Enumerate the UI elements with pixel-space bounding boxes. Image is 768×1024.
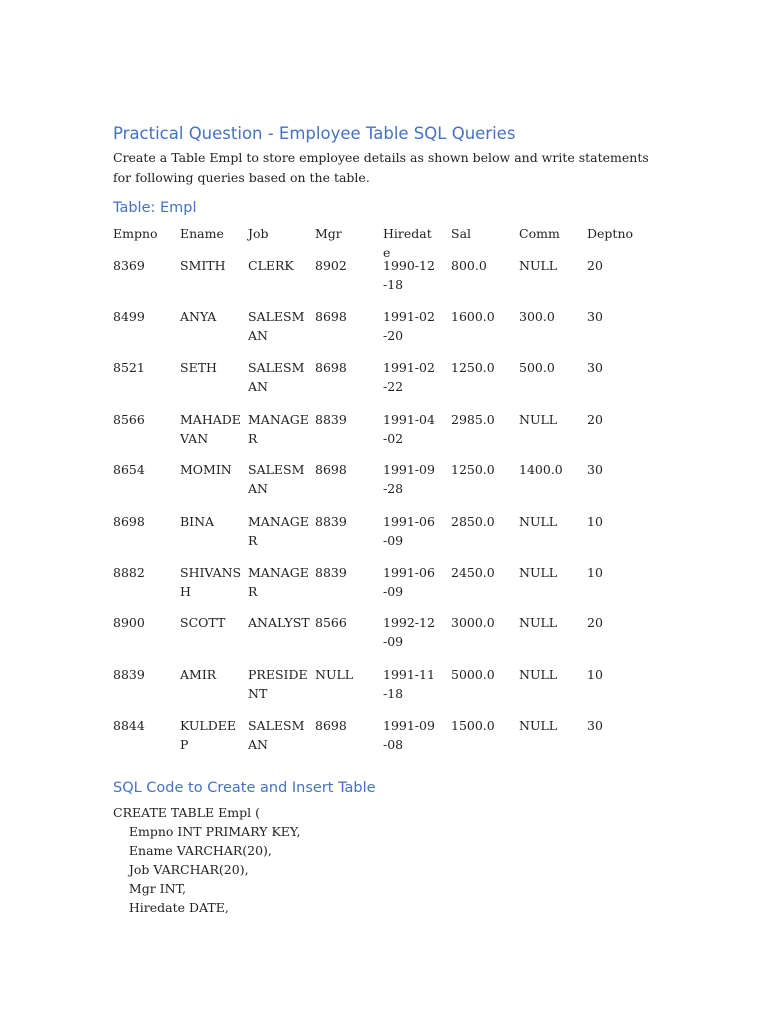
table-cell: 1992-12-09	[383, 615, 435, 649]
table-cell: 8698	[113, 514, 145, 529]
table-cell: 1991-11-18	[383, 667, 435, 701]
table-cell: MANAGER	[248, 514, 309, 548]
document-title: Practical Question - Employee Table SQL Queries	[113, 124, 516, 143]
table-cell: SALESMAN	[248, 462, 305, 496]
table-cell: 1250.0	[451, 462, 495, 477]
table-cell: 300.0	[519, 309, 555, 324]
table-cell: 1991-06-09	[383, 565, 435, 599]
table-cell: AMIR	[180, 667, 217, 682]
table-cell: CLERK	[248, 258, 294, 273]
table-cell: ANYA	[180, 309, 217, 324]
table-cell: 1991-04-02	[383, 412, 435, 446]
table-cell: MANAGER	[248, 412, 309, 446]
table-cell: MANAGER	[248, 565, 309, 599]
table-cell: 30	[587, 309, 603, 324]
table-cell: ANALYST	[248, 615, 310, 630]
table-cell: 8882	[113, 565, 145, 580]
intro-paragraph: Create a Table Empl to store employee details as shown below and write statements for following queries based on the table.	[113, 150, 649, 185]
table-cell: 8566	[315, 615, 347, 630]
table-cell: 2850.0	[451, 514, 495, 529]
table-cell: SMITH	[180, 258, 226, 273]
table-cell: SALESMAN	[248, 309, 305, 343]
table-heading: Table: Empl	[113, 200, 197, 216]
table-cell: 1991-09-08	[383, 718, 435, 752]
table-cell: MOMIN	[180, 462, 232, 477]
table-cell: 1250.0	[451, 360, 495, 375]
code-line: Mgr INT,	[113, 881, 186, 896]
table-cell: MAHADEVAN	[180, 412, 241, 446]
table-cell: 5000.0	[451, 667, 495, 682]
table-cell: NULL	[519, 667, 558, 682]
column-header: Comm	[519, 226, 560, 241]
table-cell: BINA	[180, 514, 215, 529]
column-header: Mgr	[315, 226, 342, 241]
table-cell: SALESMAN	[248, 360, 305, 394]
code-line: Ename VARCHAR(20),	[113, 843, 272, 858]
table-cell: 8839	[315, 565, 347, 580]
table-cell: 10	[587, 514, 603, 529]
sql-code-block	[113, 803, 301, 917]
table-cell: NULL	[519, 514, 558, 529]
table-cell: 20	[587, 258, 603, 273]
table-cell: 20	[587, 615, 603, 630]
table-cell: 1991-02-22	[383, 360, 435, 394]
column-header: Hiredate	[383, 226, 432, 260]
table-cell: 2450.0	[451, 565, 495, 580]
table-cell: 8698	[315, 309, 347, 324]
table-cell: NULL	[519, 565, 558, 580]
table-cell: 8654	[113, 462, 145, 477]
column-header: Job	[248, 226, 269, 241]
table-cell: 8900	[113, 615, 145, 630]
table-cell: 1500.0	[451, 718, 495, 733]
table-cell: 30	[587, 462, 603, 477]
code-line: CREATE TABLE Empl (	[113, 805, 260, 820]
table-cell: 8566	[113, 412, 145, 427]
table-cell: 20	[587, 412, 603, 427]
column-header: Deptno	[587, 226, 634, 241]
column-header: Empno	[113, 226, 158, 241]
column-header: Sal	[451, 226, 472, 241]
table-cell: KULDEEP	[180, 718, 236, 752]
column-header: Ename	[180, 226, 224, 241]
table-cell: NULL	[519, 615, 558, 630]
code-line: Job VARCHAR(20),	[113, 862, 249, 877]
table-cell: 1991-06-09	[383, 514, 435, 548]
table-cell: 8369	[113, 258, 145, 273]
table-cell: 8839	[315, 514, 347, 529]
code-line: Hiredate DATE,	[113, 900, 229, 915]
table-cell: 8698	[315, 718, 347, 733]
sql-heading: SQL Code to Create and Insert Table	[113, 780, 376, 796]
table-cell: 8698	[315, 462, 347, 477]
table-cell: 8839	[113, 667, 145, 682]
table-cell: PRESIDENT	[248, 667, 308, 701]
table-cell: SHIVANSH	[180, 565, 242, 599]
table-cell: 1991-09-28	[383, 462, 435, 496]
code-line: Empno INT PRIMARY KEY,	[113, 824, 301, 839]
table-cell: 1990-12-18	[383, 258, 435, 292]
table-cell: 30	[587, 718, 603, 733]
table-cell: 1400.0	[519, 462, 563, 477]
table-cell: 10	[587, 667, 603, 682]
table-cell: 1600.0	[451, 309, 495, 324]
table-cell: NULL	[519, 258, 558, 273]
table-cell: 30	[587, 360, 603, 375]
table-cell: NULL	[519, 718, 558, 733]
table-cell: SALESMAN	[248, 718, 305, 752]
table-cell: 1991-02-20	[383, 309, 435, 343]
table-cell: 8839	[315, 412, 347, 427]
table-cell: 3000.0	[451, 615, 495, 630]
table-cell: SCOTT	[180, 615, 226, 630]
table-cell: 8521	[113, 360, 145, 375]
table-cell: 2985.0	[451, 412, 495, 427]
table-cell: 800.0	[451, 258, 487, 273]
table-cell: 8844	[113, 718, 145, 733]
table-cell: 8902	[315, 258, 347, 273]
table-cell: SETH	[180, 360, 217, 375]
table-cell: 8499	[113, 309, 145, 324]
table-cell: 8698	[315, 360, 347, 375]
table-cell: 500.0	[519, 360, 555, 375]
table-cell: NULL	[315, 667, 354, 682]
table-cell: NULL	[519, 412, 558, 427]
table-cell: 10	[587, 565, 603, 580]
